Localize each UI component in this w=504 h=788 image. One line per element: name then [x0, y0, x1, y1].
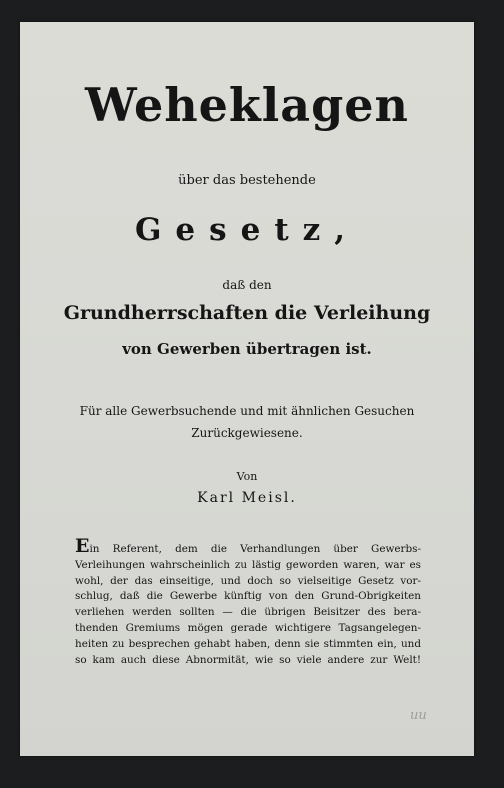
- body-line: Verleihungen wahrscheinlich zu lästig geworden waren, war es: [75, 558, 421, 571]
- body-line: Ein Referent, dem die Verhandlungen über Gewerbs-: [75, 535, 421, 557]
- author-name: Karl Meisl.: [197, 490, 297, 506]
- law-heading: Gesetz,: [134, 212, 360, 248]
- document-page: [20, 22, 474, 756]
- body-line: heiten zu besprechen gehabt haben, denn sie stimmten ein, und: [75, 637, 421, 650]
- document-title: Weheklagen: [85, 78, 409, 132]
- document-subtitle: über das bestehende: [178, 173, 316, 188]
- heading-line-2: von Gewerben übertragen ist.: [122, 340, 372, 358]
- heading-line-1: Grundherrschaften die Verleihung: [63, 302, 431, 324]
- body-line: thenden Gremiums mögen gerade wichtigere Tagsangelegen-: [75, 621, 421, 634]
- body-line: wohl, der das einseitige, und doch so vielseitige Gesetz vor-: [75, 574, 421, 587]
- body-line: schlug, daß die Gewerbe künftig von den Grund-Obrigkeiten: [75, 590, 421, 603]
- body-line: verliehen werden sollten — die übrigen Beisitzer des bera-: [75, 606, 421, 619]
- by-label: Von: [236, 470, 258, 483]
- drop-initial: E: [75, 535, 90, 557]
- dedication-line-1: Für alle Gewerbsuchende und mit ähnlichen Gesuchen: [79, 404, 415, 418]
- pencil-margin-mark: uu: [410, 708, 427, 723]
- connector-text: daß den: [222, 278, 272, 292]
- body-paragraph: [75, 535, 421, 668]
- body-line: so kam auch diese Abnormität, wie so viele andere zur Welt!: [75, 653, 421, 666]
- dedication-line-2: Zurückgewiesene.: [191, 426, 303, 440]
